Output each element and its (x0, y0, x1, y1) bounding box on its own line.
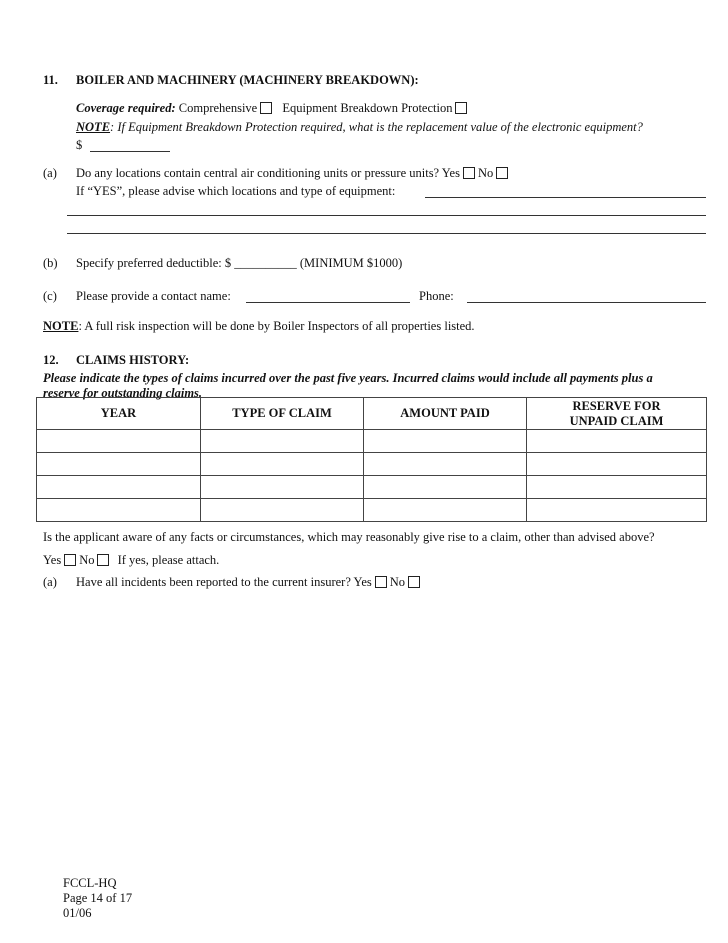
item-12a-marker: (a) (43, 575, 57, 589)
type-cell[interactable] (201, 453, 364, 476)
header-amount-paid: AMOUNT PAID (364, 398, 527, 430)
item-a-followup: If “YES”, please advise which locations and type of equipment: (76, 184, 396, 198)
item-12a-row (76, 575, 423, 590)
claims-instructions-line1: Please indicate the types of claims incurred over the past five years. Incurred claims would include all payments plus a (43, 371, 653, 385)
header-reserve-line2: UNPAID CLAIM (569, 413, 664, 428)
header-reserve (527, 398, 707, 430)
reported-question: Have all incidents been reported to the current insurer? Yes (76, 575, 372, 589)
amount-cell[interactable] (364, 430, 527, 453)
attach-text: If yes, please attach. (117, 553, 220, 567)
header-year: YEAR (37, 398, 201, 430)
type-cell[interactable] (201, 430, 364, 453)
ac-yes-checkbox[interactable] (463, 167, 475, 179)
deductible-text: Specify preferred deductible: $ __________ (MINIMUM $1000) (76, 256, 403, 270)
ebp-checkbox[interactable] (455, 102, 467, 114)
note2-label: NOTE (43, 319, 79, 333)
option-comprehensive-label: Comprehensive (178, 101, 258, 115)
replacement-value-field[interactable] (90, 151, 170, 152)
ac-no-label: No (477, 166, 494, 180)
year-cell[interactable] (37, 499, 201, 522)
table-row (37, 499, 707, 522)
note-ebp (76, 120, 643, 135)
equipment-field-2[interactable] (67, 215, 706, 216)
note-label: NOTE (76, 120, 111, 134)
year-cell[interactable] (37, 430, 201, 453)
table-row (37, 476, 707, 499)
coverage-row (76, 101, 470, 116)
table-row (37, 430, 707, 453)
dollar-sign: $ (76, 138, 83, 152)
contact-name-label: Please provide a contact name: (76, 289, 231, 303)
coverage-label: Coverage required: (76, 101, 176, 115)
inspection-note (43, 319, 475, 334)
aware-yes-checkbox[interactable] (64, 554, 76, 566)
header-reserve-line1: RESERVE FOR (572, 398, 661, 413)
aware-yes-label: Yes (43, 553, 62, 567)
reported-no-checkbox[interactable] (408, 576, 420, 588)
reserve-cell[interactable] (527, 499, 707, 522)
aware-answer-row (43, 553, 219, 568)
item-a-marker: (a) (43, 166, 57, 180)
aware-no-checkbox[interactable] (97, 554, 109, 566)
form-id: FCCL-HQ (63, 876, 117, 890)
note2-text: : A full risk inspection will be done by Boiler Inspectors of all properties listed. (78, 319, 475, 333)
section-12-number: 12. (43, 353, 59, 367)
aware-no-label: No (79, 553, 95, 567)
reported-no-label: No (389, 575, 406, 589)
item-a-question: Do any locations contain central air conditioning units or pressure units? Yes (76, 166, 460, 180)
type-cell[interactable] (201, 476, 364, 499)
page-number: Page 14 of 17 (63, 891, 133, 905)
reserve-cell[interactable] (527, 430, 707, 453)
form-date: 01/06 (63, 906, 92, 920)
table-row (37, 453, 707, 476)
note-text: : If Equipment Breakdown Protection required, what is the replacement value of the electronic equipment? (110, 120, 643, 134)
aware-question: Is the applicant aware of any facts or circumstances, which may reasonably give rise to a claim, other than advised above? (43, 530, 655, 544)
section-11-title: BOILER AND MACHINERY (MACHINERY BREAKDOWN): (76, 73, 419, 87)
item-a-row (76, 166, 511, 181)
phone-field[interactable] (467, 302, 706, 303)
year-cell[interactable] (37, 476, 201, 499)
reported-yes-checkbox[interactable] (375, 576, 387, 588)
amount-cell[interactable] (364, 499, 527, 522)
reserve-cell[interactable] (527, 453, 707, 476)
contact-name-field[interactable] (246, 302, 410, 303)
year-cell[interactable] (37, 453, 201, 476)
amount-cell[interactable] (364, 453, 527, 476)
claims-header-row (37, 398, 707, 430)
header-type-of-claim: TYPE OF CLAIM (201, 398, 364, 430)
comprehensive-checkbox[interactable] (260, 102, 272, 114)
reserve-cell[interactable] (527, 476, 707, 499)
phone-label: Phone: (419, 289, 454, 303)
ac-no-checkbox[interactable] (496, 167, 508, 179)
type-cell[interactable] (201, 499, 364, 522)
option-ebp-label: Equipment Breakdown Protection (282, 101, 453, 115)
equipment-field-1[interactable] (425, 197, 706, 198)
item-c-marker: (c) (43, 289, 57, 303)
claims-instructions-line2: reserve for outstanding claims. (43, 386, 203, 400)
section-11-number: 11. (43, 73, 58, 87)
page-footer (63, 876, 132, 921)
section-12-title: CLAIMS HISTORY: (76, 353, 190, 367)
equipment-field-3[interactable] (67, 233, 706, 234)
claims-table (36, 397, 707, 522)
item-b-marker: (b) (43, 256, 58, 270)
amount-cell[interactable] (364, 476, 527, 499)
